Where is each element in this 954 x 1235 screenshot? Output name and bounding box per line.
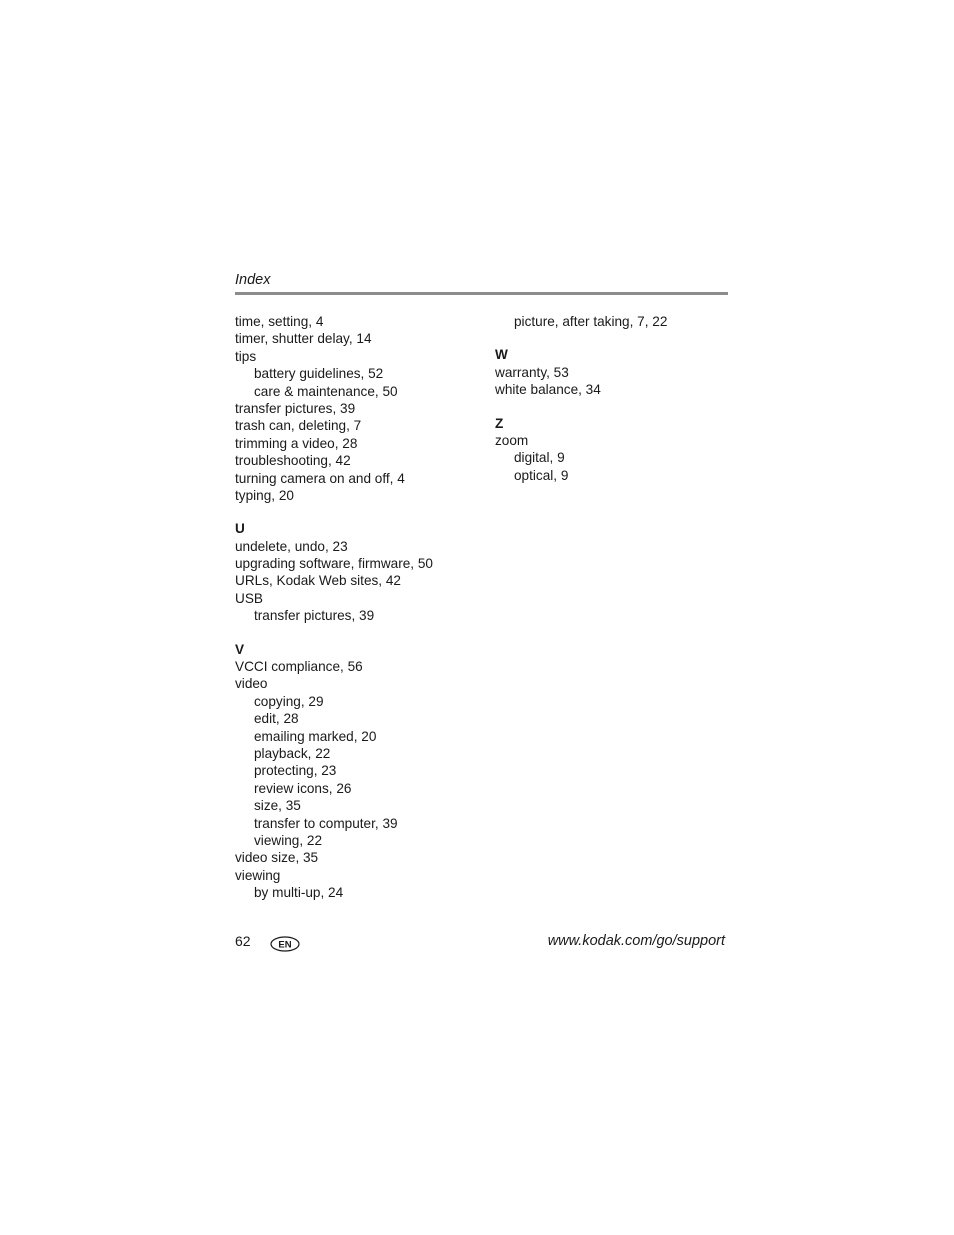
language-badge-icon — [270, 936, 300, 952]
language-badge-label: EN — [278, 939, 292, 951]
index-entry: undelete, undo, 23 — [235, 538, 348, 554]
index-entry: video size, 35 — [235, 850, 319, 866]
index-subentry: emailing marked, 20 — [254, 728, 377, 744]
index-entry: white balance, 34 — [495, 382, 601, 398]
index-subentry: optical, 9 — [514, 467, 569, 483]
index-subentry: copying, 29 — [254, 693, 324, 709]
index-entry: troubleshooting, 42 — [235, 453, 351, 469]
index-subentry: playback, 22 — [254, 745, 331, 761]
index-subentry: transfer to computer, 39 — [254, 815, 398, 831]
index-entry: upgrading software, firmware, 50 — [235, 556, 433, 572]
index-subentry: digital, 9 — [514, 450, 565, 466]
index-section-letter: V — [235, 641, 245, 657]
index-column-left — [235, 313, 485, 902]
index-entry: viewing — [235, 867, 281, 883]
support-url[interactable]: www.kodak.com/go/support — [547, 933, 725, 949]
index-subentry: by multi-up, 24 — [254, 885, 344, 901]
index-subentry: edit, 28 — [254, 711, 299, 727]
index-entry: URLs, Kodak Web sites, 42 — [235, 573, 401, 589]
index-entry: trimming a video, 28 — [235, 435, 358, 451]
index-subentry: viewing, 22 — [254, 832, 323, 848]
index-section-letter: Z — [495, 415, 504, 431]
index-subentry: transfer pictures, 39 — [254, 608, 375, 624]
index-entry: tips — [235, 348, 257, 364]
index-subentry: review icons, 26 — [254, 780, 352, 796]
index-entry: timer, shutter delay, 14 — [235, 331, 372, 347]
index-entry: trash can, deleting, 7 — [235, 418, 362, 434]
header-rule — [235, 292, 728, 295]
index-subentry: care & maintenance, 50 — [254, 383, 398, 399]
index-column-right — [495, 313, 725, 484]
index-entry: warranty, 53 — [495, 364, 569, 380]
page-number: 62 — [235, 933, 251, 949]
index-entry: time, setting, 4 — [235, 314, 324, 329]
index-entry: transfer pictures, 39 — [235, 400, 356, 416]
index-entry: turning camera on and off, 4 — [235, 470, 405, 486]
index-subentry: protecting, 23 — [254, 763, 337, 779]
index-entry: zoom — [495, 432, 529, 448]
index-subentry: size, 35 — [254, 798, 301, 814]
index-subentry: battery guidelines, 52 — [254, 366, 384, 382]
index-entry: VCCI compliance, 56 — [235, 659, 363, 675]
index-entry: USB — [235, 590, 263, 606]
index-entry: typing, 20 — [235, 487, 294, 503]
index-entry: video — [235, 676, 268, 692]
index-subentry: picture, after taking, 7, 22 — [514, 314, 668, 329]
page-header-title: Index — [235, 272, 271, 288]
index-section-letter: U — [235, 521, 245, 537]
index-section-letter: W — [495, 347, 508, 363]
